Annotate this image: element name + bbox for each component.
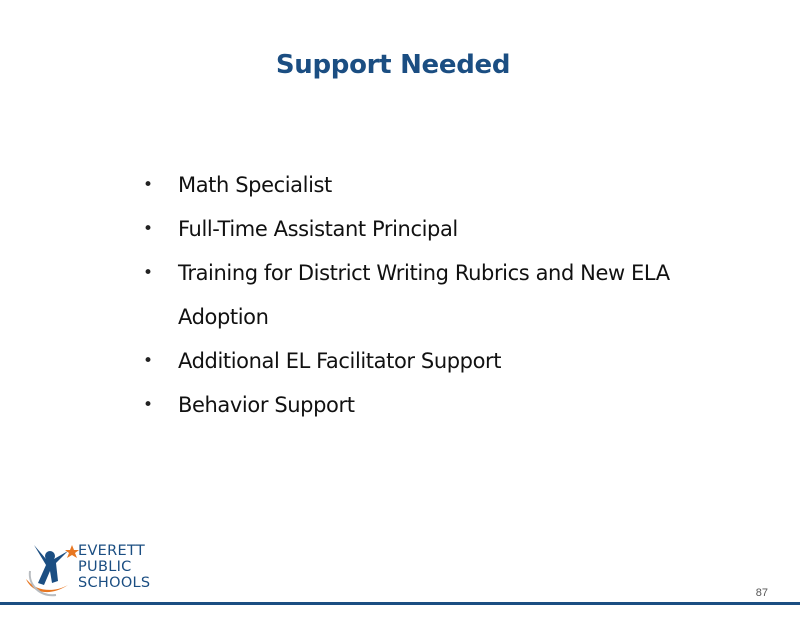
- slide-title: Support Needed: [275, 50, 511, 80]
- bullet-item: [140, 251, 740, 295]
- bullet-text: Math Specialist: [178, 173, 332, 197]
- bullet-text: Training for District Writing Rubrics and New ELA: [178, 261, 670, 285]
- bullet-dot-icon: •: [143, 351, 153, 371]
- bullet-text: Full-Time Assistant Principal: [178, 217, 458, 241]
- footer-divider: [0, 602, 800, 605]
- bullet-dot-icon: •: [143, 395, 153, 415]
- bullet-dot-icon: •: [143, 219, 153, 239]
- bullet-text: Additional EL Facilitator Support: [178, 349, 502, 373]
- bullet-list: [140, 163, 740, 427]
- bullet-item: [140, 339, 740, 383]
- everett-public-schools-logo: [24, 541, 174, 601]
- bullet-item: [140, 207, 740, 251]
- bullet-item-continuation: [140, 295, 740, 339]
- bullet-dot-icon: •: [143, 263, 153, 283]
- logo-wordmark: [78, 543, 150, 591]
- bullet-text: Behavior Support: [178, 393, 355, 417]
- logo-line: EVERETT: [78, 543, 146, 559]
- logo-line: SCHOOLS: [78, 575, 151, 591]
- page-number: 87: [755, 587, 768, 599]
- figure-star-swoosh-icon: [24, 541, 80, 601]
- bullet-item: [140, 383, 740, 427]
- bullet-text: Adoption: [178, 305, 269, 329]
- bullet-item: [140, 163, 740, 207]
- bullet-dot-icon: •: [143, 175, 153, 195]
- logo-line: PUBLIC: [78, 559, 132, 575]
